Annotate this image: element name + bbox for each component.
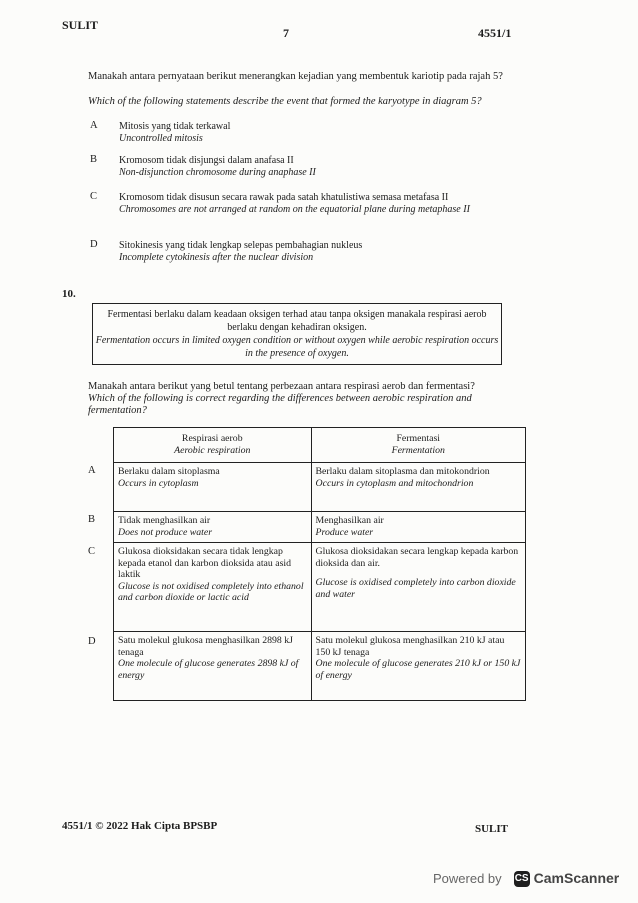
row-b-fermentation: Menghasilkan air Produce water	[311, 512, 525, 543]
camscanner-watermark	[433, 870, 619, 888]
q9-option-d-en: Incomplete cytokinesis after the nuclear division	[119, 251, 314, 263]
q10-option-c-letter: C	[88, 546, 96, 557]
q9-stem-en: Which of the following statements describe the event that formed the karyotype in diagram 5?	[88, 96, 482, 107]
page-number: 7	[283, 26, 289, 40]
row-c-fermentation: Glukosa dioksidakan secara lengkap kepada karbon dioksida dan air. Glucose is oxidised completely into carbon dioxide and water	[311, 543, 525, 632]
q9-stem-ms: Manakah antara pernyataan berikut menerangkan kejadian yang membentuk kariotip pada rajah 5?	[88, 71, 503, 82]
col-aerobic-header: Respirasi aerob Aerobic respiration	[114, 428, 312, 463]
q10-stem-ms: Manakah antara berikut yang betul tentang perbezaan antara respirasi aerob dan fermentasi?	[88, 381, 475, 392]
q10-box-en: Fermentation occurs in limited oxygen condition or without oxygen while aerobic respiration occurs in the presence of oxygen.	[95, 335, 499, 359]
q9-option-c-en: Chromosomes are not arranged at random on the equatorial plane during metaphase II	[119, 203, 470, 215]
header-sulit: SULIT	[62, 18, 99, 32]
q9-option-b[interactable]	[119, 155, 519, 178]
camscanner-logo-icon: CS	[514, 871, 530, 887]
q9-option-b-letter: B	[90, 154, 98, 165]
q9-option-c-letter: C	[90, 191, 98, 202]
q9-option-c-ms: Kromosom tidak disusun secara rawak pada satah khatulistiwa semasa metafasa II	[119, 192, 449, 203]
q10-box-ms: Fermentasi berlaku dalam keadaan oksigen terhad atau tanpa oksigen manakala respirasi aerob berlaku dengan kehadiran oksigen.	[107, 309, 487, 333]
row-d-aerobic: Satu molekul glukosa menghasilkan 2898 kJ tenaga One molecule of glucose generates 2898 kJ of energy	[114, 632, 312, 701]
q10-stem-en: Which of the following is correct regarding the differences between aerobic respiration and fermentation?	[88, 393, 472, 416]
q9-option-b-en: Non-disjunction chromosome during anaphase II	[119, 166, 316, 178]
q9-option-a-ms: Mitosis yang tidak terkawal	[119, 121, 231, 132]
footer-sulit: SULIT	[475, 823, 509, 835]
q10-option-d-letter: D	[88, 636, 96, 647]
col-fermentation-header: Fermentasi Fermentation	[311, 428, 525, 463]
q10-comparison-table	[113, 427, 526, 701]
row-a-fermentation: Berlaku dalam sitoplasma dan mitokondrion Occurs in cytoplasm and mitochondrion	[311, 463, 525, 512]
table-row[interactable]	[114, 543, 526, 632]
footer-copyright: 4551/1 © 2022 Hak Cipta BPSBP	[62, 820, 218, 832]
header-paper-code: 4551/1	[478, 26, 512, 40]
q9-option-a[interactable]	[119, 121, 519, 144]
table-row[interactable]	[114, 632, 526, 701]
q9-option-a-en: Uncontrolled mitosis	[119, 132, 203, 144]
row-c-aerobic: Glukosa dioksidakan secara tidak lengkap kepada etanol dan karbon dioksida atau asid laktik Glucose is not oxidised completely into ethanol and carbon dioxide or lactic acid	[114, 543, 312, 632]
row-b-aerobic: Tidak menghasilkan air Does not produce water	[114, 512, 312, 543]
table-row[interactable]	[114, 512, 526, 543]
q10-option-b-letter: B	[88, 514, 96, 525]
row-a-aerobic: Berlaku dalam sitoplasma Occurs in cytoplasm	[114, 463, 312, 512]
q9-option-a-letter: A	[90, 120, 98, 131]
q9-option-d[interactable]	[119, 240, 519, 263]
q9-option-b-ms: Kromosom tidak disjungsi dalam anafasa II	[119, 155, 294, 166]
watermark-powered-by: Powered by	[433, 871, 502, 886]
q10-info-box	[92, 303, 502, 365]
q10-number: 10.	[62, 288, 76, 300]
row-d-fermentation: Satu molekul glukosa menghasilkan 210 kJ atau 150 kJ tenaga One molecule of glucose generates 210 kJ or 150 kJ of energy	[311, 632, 525, 701]
q9-option-c[interactable]	[119, 192, 519, 215]
q10-option-a-letter: A	[88, 465, 96, 476]
q9-option-d-letter: D	[90, 239, 98, 250]
table-header-row	[114, 428, 526, 463]
table-row[interactable]	[114, 463, 526, 512]
q9-option-d-ms: Sitokinesis yang tidak lengkap selepas pembahagian nukleus	[119, 240, 363, 251]
watermark-brand: CamScanner	[533, 870, 620, 886]
